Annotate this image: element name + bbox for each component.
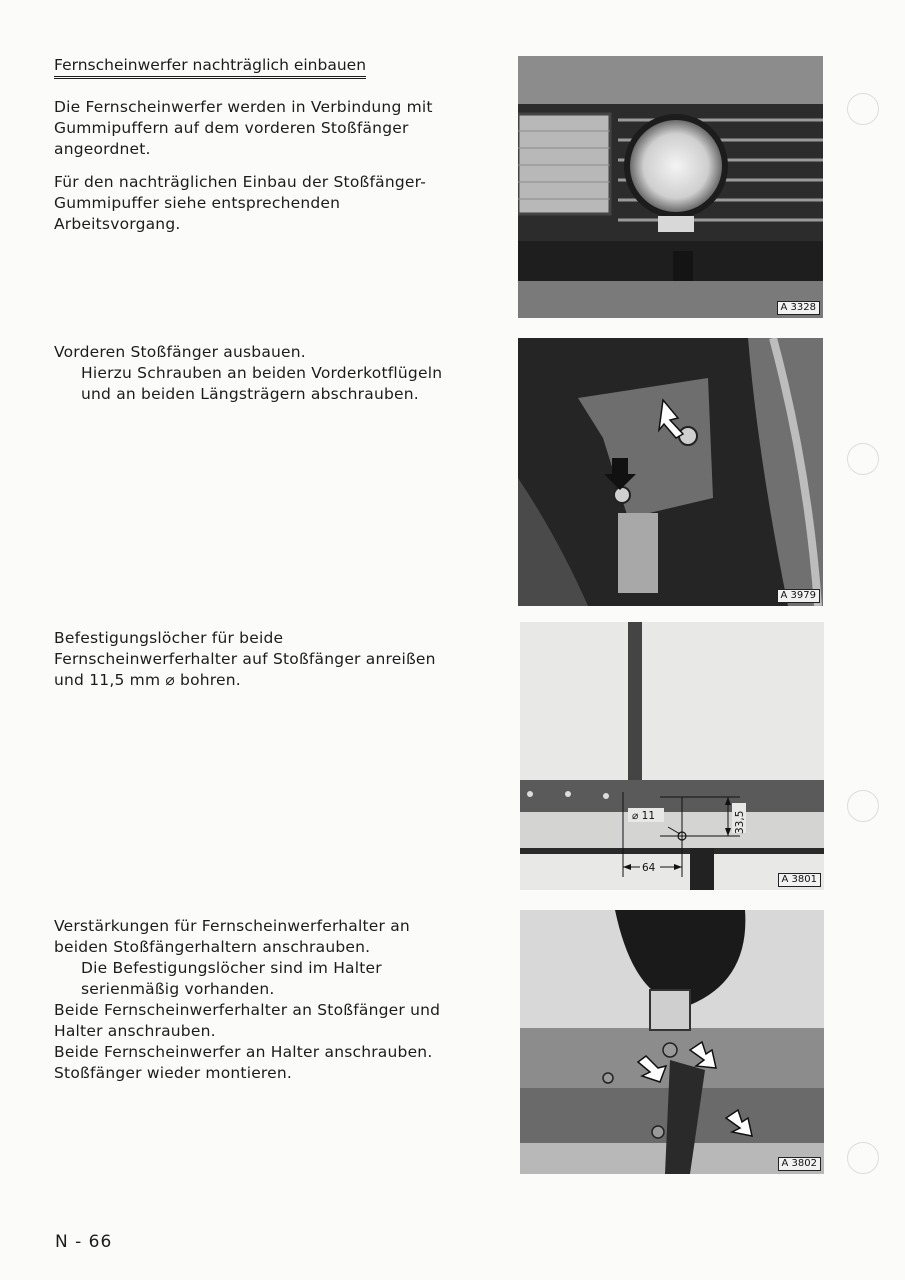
step-mount-holders: Beide Fernscheinwerferhalter an Stoßfänger und Halter anschrauben. bbox=[54, 1001, 441, 1040]
figure-number-2: A 3979 bbox=[777, 589, 820, 603]
figure-fog-lamp-front bbox=[518, 56, 823, 318]
binder-hole bbox=[847, 790, 879, 822]
intro-paragraph-1: Die Fernscheinwerfer werden in Verbindung mit Gummipuffern auf dem vorderen Stoßfänger angeordnet. bbox=[54, 98, 433, 158]
section-intro bbox=[54, 97, 454, 235]
binder-hole bbox=[847, 93, 879, 125]
drill-dimensions-illustration bbox=[520, 622, 824, 890]
detail-reinforcements: Die Befestigungslöcher sind im Halter serienmäßig vorhanden. bbox=[81, 959, 382, 998]
dimension-diameter: ⌀ 11 bbox=[632, 810, 656, 822]
binder-hole bbox=[847, 443, 879, 475]
step-drill-holes: Befestigungslöcher für beide Fernscheinwerferhalter auf Stoßfänger anreißen und 11,5 mm ⌀ bohren. bbox=[54, 629, 436, 689]
dimension-width: 64 bbox=[642, 862, 656, 874]
figure-number-1: A 3328 bbox=[777, 301, 820, 315]
fog-lamp-photo-illustration bbox=[518, 56, 823, 318]
figure-number-4: A 3802 bbox=[778, 1157, 821, 1171]
dimension-height: 33,5 bbox=[734, 810, 746, 834]
detail-remove-bumper: Hierzu Schrauben an beiden Vorderkotflügeln und an beiden Längsträgern abschrauben. bbox=[81, 364, 443, 403]
figure-bumper-screws bbox=[518, 338, 823, 606]
mounted-lamp-photo-illustration bbox=[520, 910, 824, 1174]
bumper-screws-photo-illustration bbox=[518, 338, 823, 606]
section-drill-holes bbox=[54, 628, 454, 691]
binder-hole bbox=[847, 1142, 879, 1174]
step-reinforcements: Verstärkungen für Fernscheinwerferhalter an beiden Stoßfängerhaltern anschrauben. bbox=[54, 917, 410, 956]
step-remove-bumper: Vorderen Stoßfänger ausbauen. bbox=[54, 343, 306, 361]
step-mount-lamps: Beide Fernscheinwerfer an Halter anschrauben. bbox=[54, 1043, 433, 1061]
figure-number-3: A 3801 bbox=[778, 873, 821, 887]
figure-drill-dimensions bbox=[520, 622, 824, 890]
page-heading: Fernscheinwerfer nachträglich einbauen bbox=[54, 56, 366, 79]
step-refit-bumper: Stoßfänger wieder montieren. bbox=[54, 1064, 293, 1082]
section-mount-lamps bbox=[54, 916, 454, 1084]
figure-mounted-lamp bbox=[520, 910, 824, 1174]
page-number: N - 66 bbox=[55, 1232, 113, 1252]
intro-paragraph-2: Für den nachträglichen Einbau der Stoßfänger-Gummipuffer siehe entsprechenden Arbeitsvorgang. bbox=[54, 173, 426, 233]
section-remove-bumper bbox=[54, 342, 454, 405]
